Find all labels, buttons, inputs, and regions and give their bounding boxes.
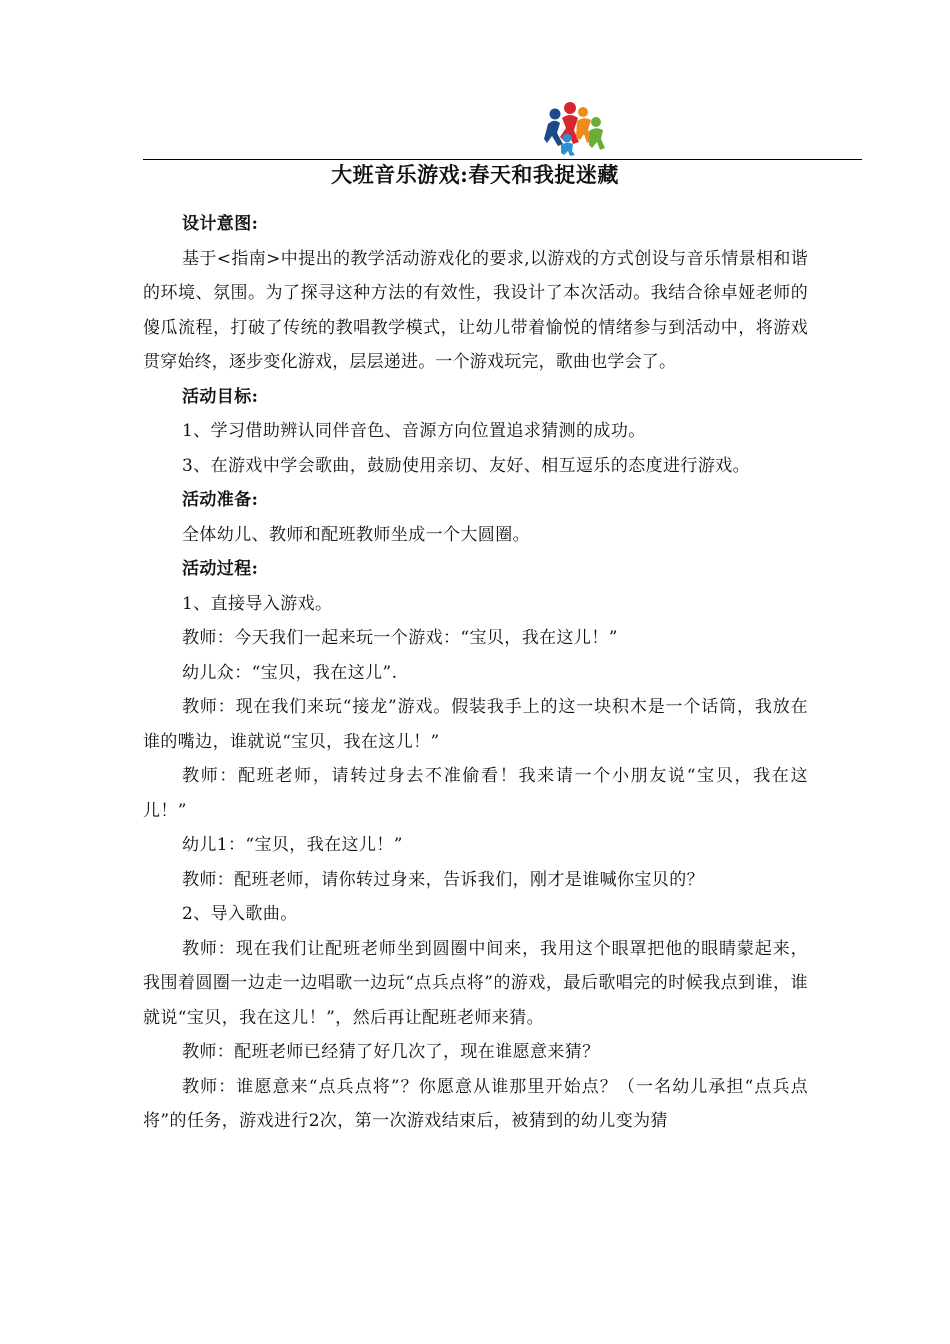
document-title: 大班音乐游戏:春天和我捉迷藏	[331, 162, 619, 187]
dialogue-line: 幼儿1：“宝贝，我在这儿！”	[182, 835, 403, 855]
paragraph: 1、直接导入游戏。	[182, 593, 333, 614]
dialogue-line: 教师：谁愿意来“点兵点将”？你愿意从谁那里开始点？（一名幼儿承担“点兵点将”的任务，游戏进行2次，第一次游戏结束后，被猜到的幼儿变为猜	[143, 1076, 808, 1131]
dialogue-line: 教师：配班老师，请转过身去不准偷看！我来请一个小朋友说“宝贝，我在这儿！”	[143, 766, 808, 821]
paragraph: 基于<指南>中提出的教学活动游戏化的要求,以游戏的方式创设与音乐情景相和谐的环境、氛围。为了探寻这种方法的有效性，我设计了本次活动。我结合徐卓娅老师的傻瓜流程，打破了传统的教唱教学模式，让幼儿带着愉悦的情绪参与到活动中，将游戏贯穿始终，逐步变化游戏，层层递进。一个游戏玩完，歌曲也学会了。	[143, 248, 808, 372]
dialogue-line: 教师：配班老师已经猜了好几次了，现在谁愿意来猜？	[182, 1042, 600, 1062]
dialogue-line: 教师：现在我们来玩“接龙”游戏。假装我手上的这一块积木是一个话筒，我放在谁的嘴边，谁就说“宝贝，我在这儿！”	[143, 697, 808, 752]
dialogue-line: 教师：现在我们让配班老师坐到圆圈中间来，我用这个眼罩把他的眼睛蒙起来，我围着圆圈一边走一边唱歌一边玩“点兵点将”的游戏，最后歌唱完的时候我点到谁，谁就说“宝贝，我在这儿！”，然后再让配班老师来猜。	[143, 938, 808, 1028]
dancing-figures-logo	[543, 100, 607, 156]
figure-dark-blue	[544, 109, 563, 147]
section-heading: 活动准备:	[182, 490, 259, 510]
section-heading: 活动过程:	[182, 559, 259, 579]
figure-green	[589, 117, 605, 150]
paragraph: 3、在游戏中学会歌曲，鼓励使用亲切、友好、相互逗乐的态度进行游戏。	[182, 455, 751, 476]
paragraph: 2、导入歌曲。	[182, 904, 298, 924]
dialogue-line: 教师：配班老师，请你转过身来，告诉我们，刚才是谁喊你宝贝的？	[182, 869, 704, 890]
dialogue-line: 幼儿众：“宝贝，我在这儿”.	[182, 662, 398, 683]
section-heading: 活动目标:	[182, 386, 259, 407]
document-body	[143, 207, 808, 1139]
paragraph: 全体幼儿、教师和配班教师坐成一个大圆圈。	[182, 524, 530, 545]
section-heading: 设计意图:	[182, 214, 259, 234]
paragraph: 1、学习借助辨认同伴音色、音源方向位置追求猜测的成功。	[182, 421, 646, 441]
dialogue-line: 教师：今天我们一起来玩一个游戏：“宝贝，我在这儿！”	[182, 628, 618, 648]
